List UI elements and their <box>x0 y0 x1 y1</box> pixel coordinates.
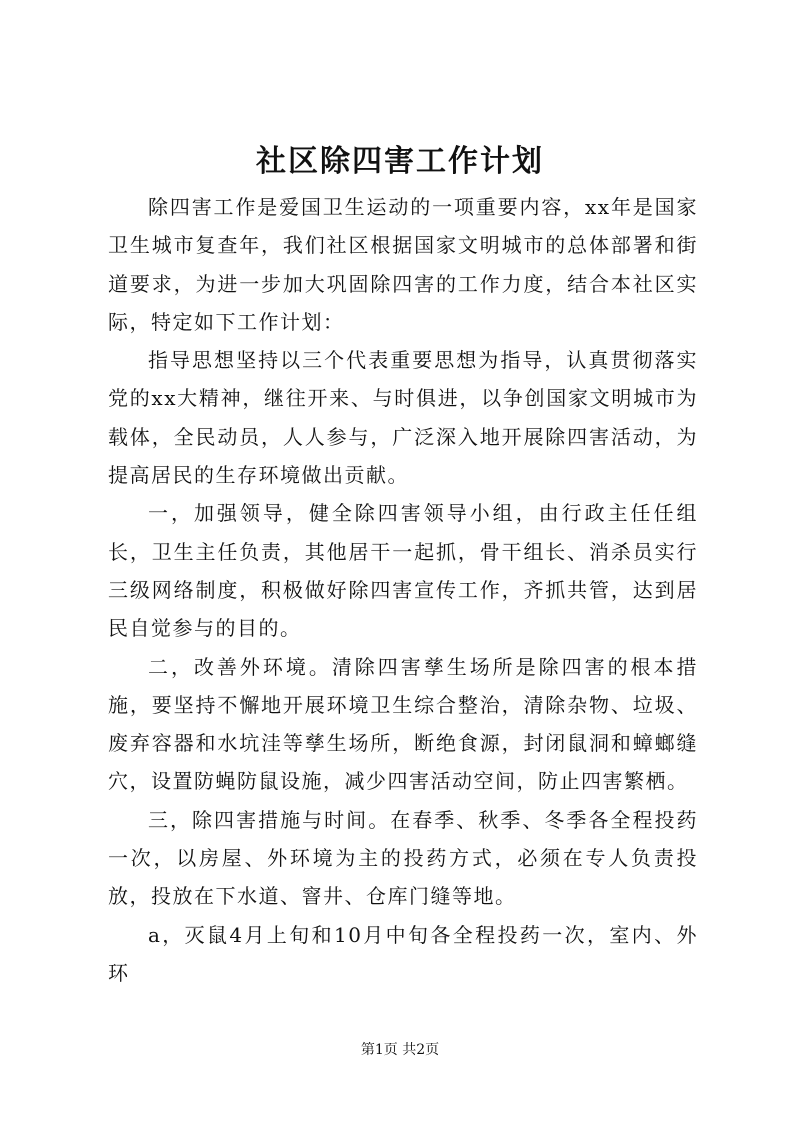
document-body <box>108 188 698 992</box>
paragraph-rodent-control: a，灭鼠4月上旬和10月中旬各全程投药一次，室内、外环 <box>108 922 698 985</box>
paragraph-leadership: 一，加强领导，健全除四害领导小组，由行政主任任组长，卫生主任负责，其他居干一起抓，骨干组长、消杀员实行三级网络制度，积极做好除四害宣传工作，齐抓共管，达到居民自觉参与的目的。 <box>108 501 698 641</box>
paragraph-intro: 除四害工作是爱国卫生运动的一项重要内容，xx年是国家卫生城市复查年，我们社区根据国家文明城市的总体部署和街道要求，为进一步加大巩固除四害的工作力度，结合本社区实际，特定如下工作计划： <box>108 195 698 334</box>
page-number-footer: 第1页 共2页 <box>360 1042 440 1058</box>
document-title: 社区除四害工作计划 <box>256 144 544 179</box>
paragraph-environment: 二，改善外环境。清除四害孳生场所是除四害的根本措施，要坚持不懈地开展环境卫生综合整治，清除杂物、垃圾、废弃容器和水坑洼等孳生场所，断绝食源，封闭鼠洞和蟑螂缝穴，设置防蝇防鼠设施，减少四害活动空间，防止四害繁栖。 <box>108 654 698 794</box>
paragraph-measures: 三，除四害措施与时间。在春季、秋季、冬季各全程投药一次，以房屋、外环境为主的投药方式，必须在专人负责投放，投放在下水道、窨井、仓库门缝等地。 <box>108 807 698 909</box>
paragraph-guiding-ideology: 指导思想坚持以三个代表重要思想为指导，认真贯彻落实党的xx大精神，继往开来、与时俱进，以争创国家文明城市为载体，全民动员，人人参与，广泛深入地开展除四害活动，为提高居民的生存环境做出贡献。 <box>108 348 698 488</box>
